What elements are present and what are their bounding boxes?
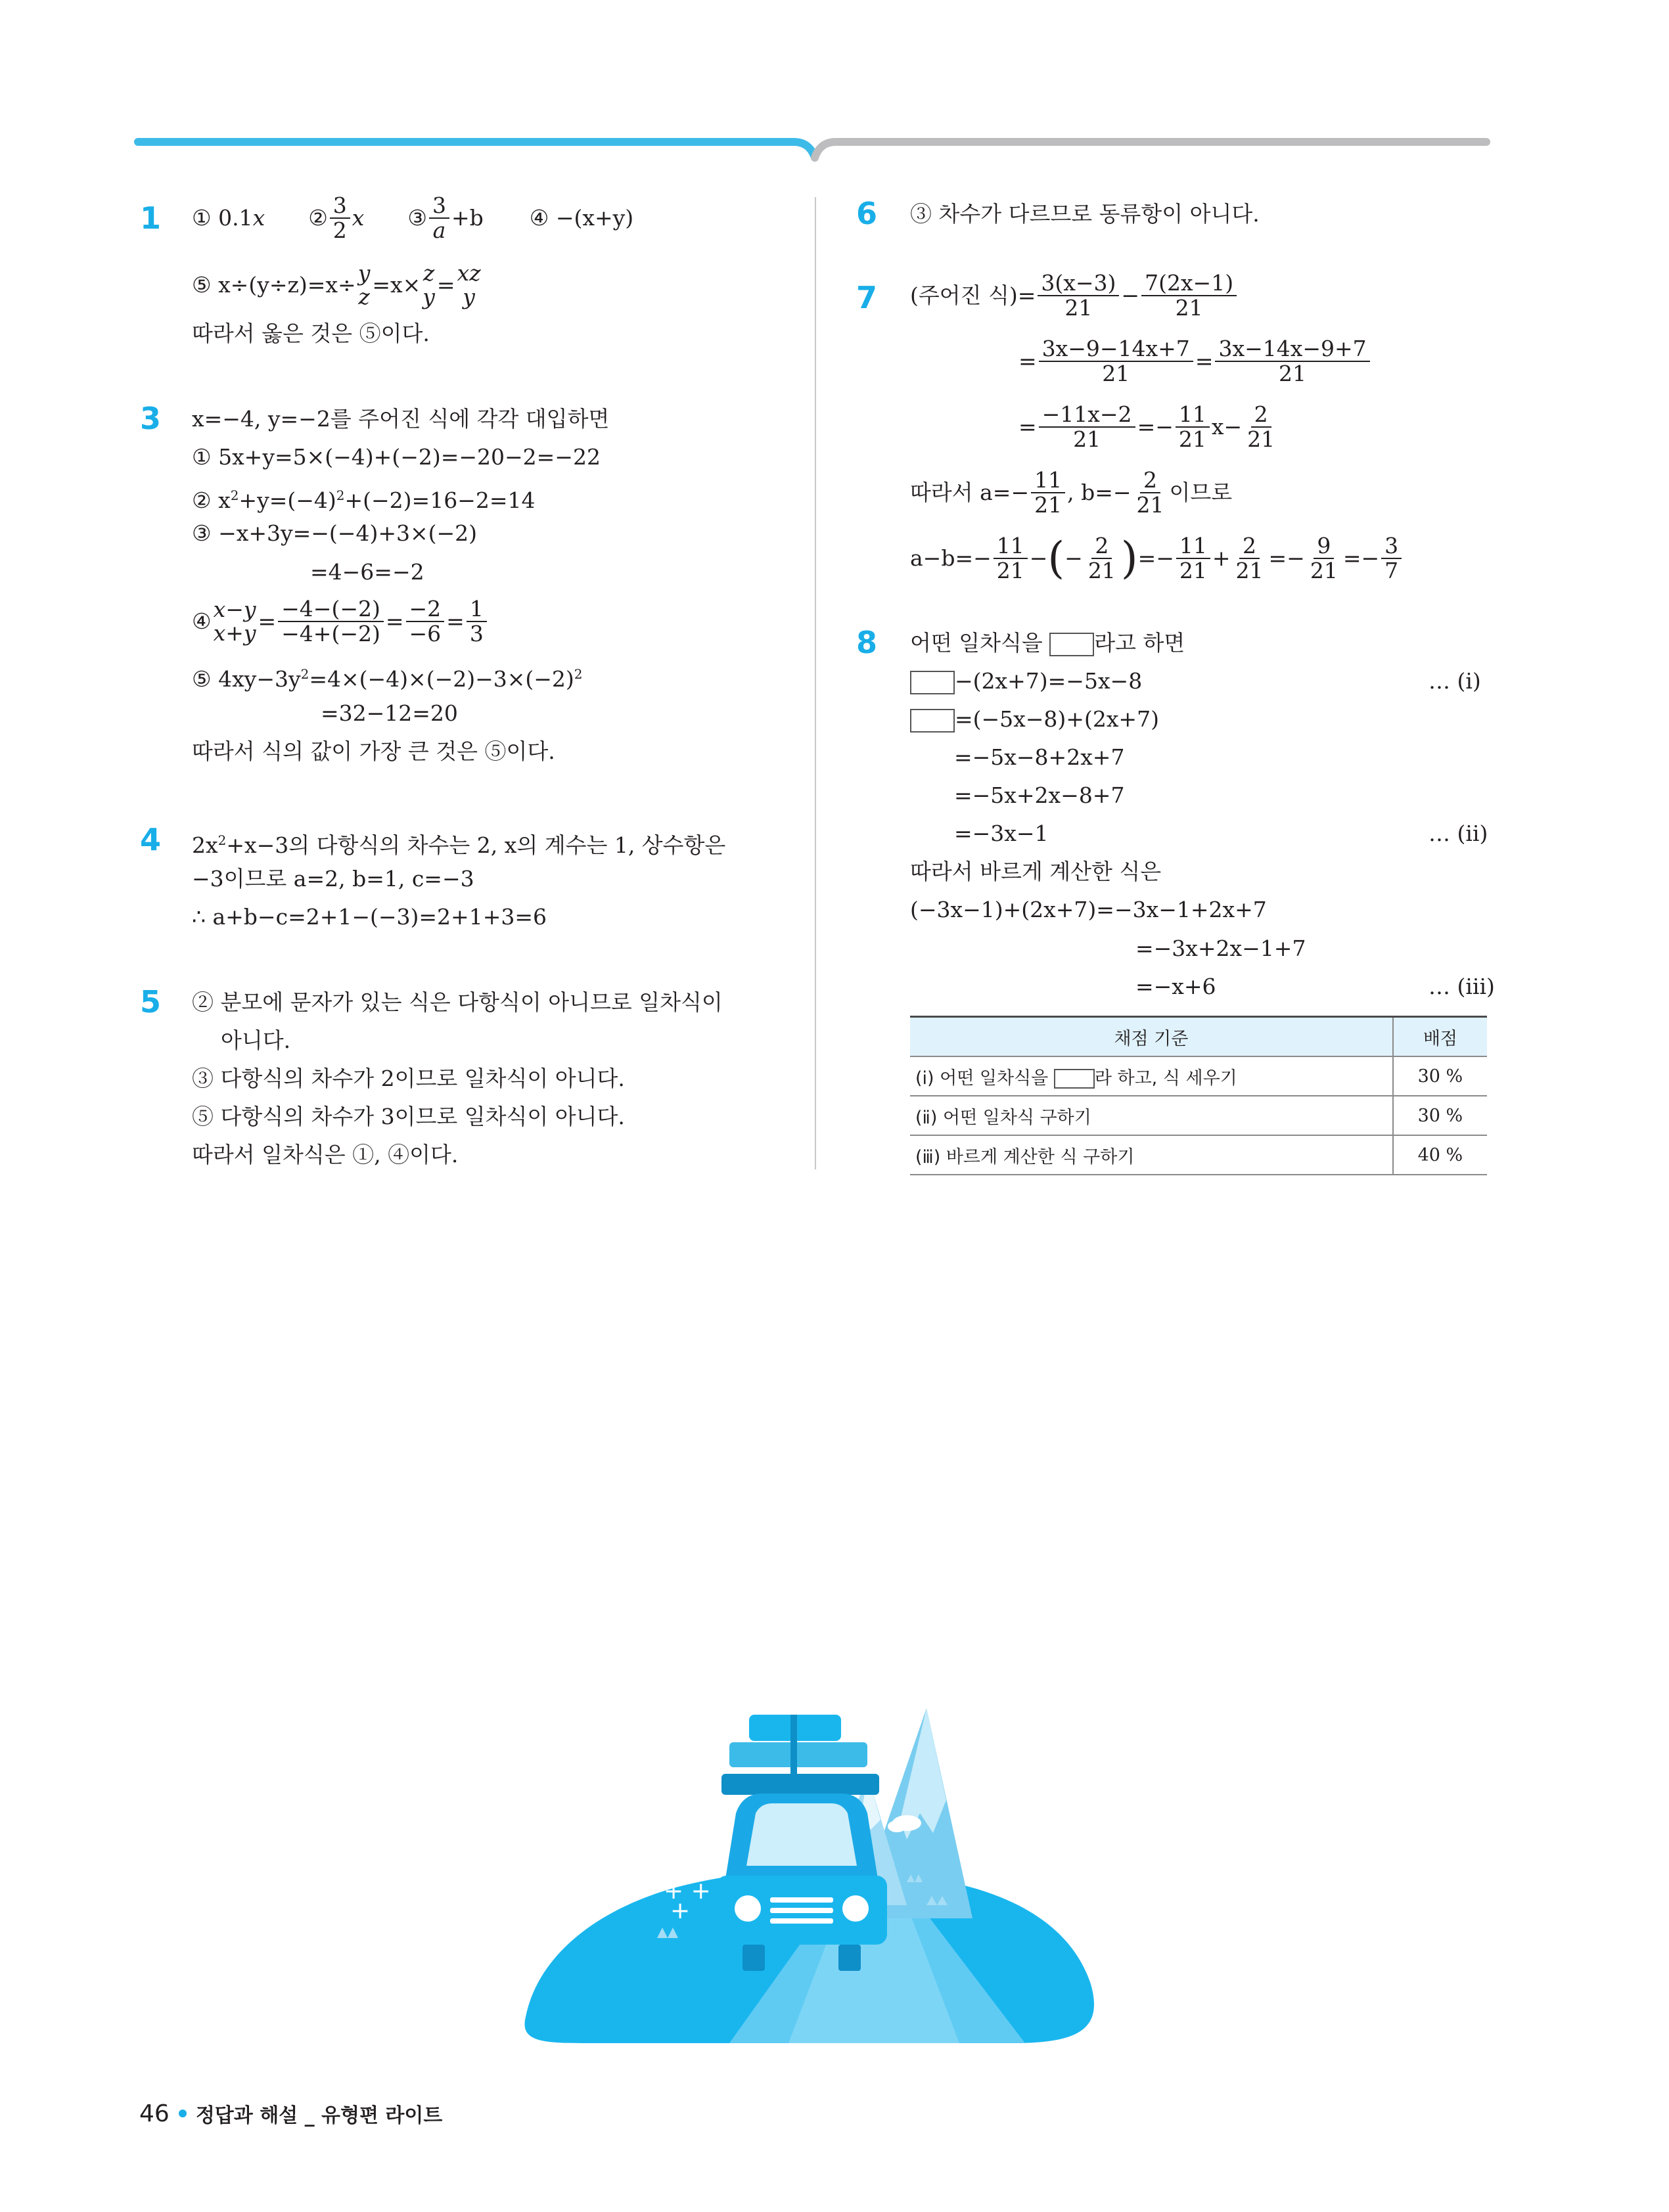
table-row — [910, 1056, 1487, 1096]
table-cell-criteria: (ⅱ) 어떤 일차식 구하기 — [910, 1096, 1393, 1135]
footer-dot-icon — [179, 2110, 187, 2117]
p8-line7: 따라서 바르게 계산한 식은 — [910, 859, 1162, 884]
p8-line1: 어떤 일차식을 라고 하면 — [910, 630, 1185, 656]
p3-line6: ④ x−y x+y = $\frac{-4-(-2)}{-4+(-2)}$ = $\frac{-2}{-6}$ = $\frac{1}{3}$ — [192, 595, 489, 648]
problem-number-6: 6 — [856, 196, 878, 231]
problem-number-1: 1 — [140, 200, 162, 236]
svg-text:+ +: + + — [664, 1878, 711, 1905]
blank-box — [1054, 1069, 1095, 1089]
problem-number-5: 5 — [140, 984, 162, 1020]
p8-line8: (−3x−1)+(2x+7)=−3x−1+2x+7 — [910, 897, 1267, 922]
p3-line8: =32−12=20 — [321, 700, 458, 726]
p3-line9: 따라서 식의 값이 가장 큰 것은 ⑤이다. — [192, 738, 555, 764]
p6-line1: ③ 차수가 다르므로 동류항이 아니다. — [910, 201, 1260, 227]
p8-line3: =(−5x−8)+(2x+7) — [910, 706, 1159, 733]
p4-line3: ∴ a+b−c=2+1−(−3)=2+1+3=6 — [192, 904, 547, 930]
problem-number-7: 7 — [856, 280, 878, 315]
p5-line4: ⑤ 다항식의 차수가 3이므로 일차식이 아니다. — [192, 1104, 625, 1129]
table-cell-score: 40 % — [1393, 1135, 1487, 1175]
svg-text:+: + — [670, 1897, 691, 1924]
p3-line5: =4−6=−2 — [310, 559, 424, 585]
p1-line1: ① 0.1 x ② $\frac{3}{2}$ x ③ $\frac{3}{a}$ +b ④ −(x+y) — [192, 192, 634, 243]
column-divider — [815, 197, 816, 1169]
page-number: 46 — [139, 2100, 170, 2127]
p5-line3: ③ 다항식의 차수가 2이므로 일차식이 아니다. — [192, 1066, 625, 1091]
p7-line1: (주어진 식)= $\frac{3(x-3)}{21}$ − $\frac{7(2x-1)}{21}$ — [910, 269, 1239, 322]
p8-line6: =−3x−1 — [954, 821, 1049, 846]
footer — [139, 2099, 442, 2128]
p7-line3: = $\frac{-11x-2}{21}$ =− $\frac{11}{21}$ x− $\frac{2}{21}$ — [1018, 401, 1275, 452]
blank-box — [910, 709, 955, 733]
p8-line10: =−x+6 — [1135, 974, 1216, 999]
p8-marker-iii: … (ⅲ) — [1429, 974, 1495, 999]
table-cell-criteria: (ⅰ) 어떤 일차식을 라 하고, 식 세우기 — [910, 1056, 1393, 1096]
p8-line5: =−5x+2x−8+7 — [954, 782, 1125, 808]
p8-line4: =−5x−8+2x+7 — [954, 744, 1125, 770]
p7-line4: 따라서 a=− $\frac{11}{21}$ , b=− $\frac{2}{21}$ 이므로 — [910, 466, 1233, 518]
p1-line2: ⑤ x÷(y÷z)=x÷ y z =x× z y = xz y — [192, 260, 481, 309]
table-header-row — [910, 1017, 1487, 1057]
p4-line1: $2x^2+x-3$의 다항식의 차수는 2, x의 계수는 1, 상수항은 — [192, 832, 726, 858]
table-header-criteria: 채점 기준 — [910, 1017, 1393, 1057]
p4-line2: −3이므로 a=2, b=1, c=−3 — [192, 866, 474, 892]
p3-line1: x=−4, y=−2를 주어진 식에 각각 대입하면 — [192, 406, 610, 432]
table-row — [910, 1096, 1487, 1135]
p5-line2: 아니다. — [221, 1027, 291, 1053]
p3-line4: ③ −x+3y=−(−4)+3×(−2) — [192, 520, 478, 546]
p7-line2: = $\frac{3x-9-14x+7}{21}$ = $\frac{3x-14x-9+7}{21}$ — [1018, 335, 1372, 388]
table-row — [910, 1135, 1487, 1175]
problem-number-8: 8 — [856, 625, 878, 660]
p8-marker-ii: … (ⅱ) — [1429, 821, 1488, 846]
car-mountain-illustration — [513, 1688, 1104, 2056]
table-cell-score: 30 % — [1393, 1096, 1487, 1135]
scoring-table — [910, 1016, 1487, 1175]
p3-line3: ② $x^2+y=(-4)^2+(-2)=16-2=14$ — [192, 487, 536, 513]
p3-line2: ① 5x+y=5×(−4)+(−2)=−20−2=−22 — [192, 444, 601, 470]
p5-line5: 따라서 일차식은 ①, ④이다. — [192, 1142, 459, 1167]
p7-line5: a−b=− $\frac{11}{21}$ − ( − $\frac{2}{21}$ ) =− $\frac{11}{21}$ + $\frac{2}{21}$ =− $\frac{9}{21}$ =− $\frac{3}{7}$ — [910, 529, 1404, 588]
p8-marker-i: … (ⅰ) — [1429, 668, 1481, 694]
p8-line2: −(2x+7)=−5x−8 — [910, 668, 1142, 694]
table-cell-score: 30 % — [1393, 1056, 1487, 1096]
p8-line9: =−3x+2x−1+7 — [1135, 936, 1306, 961]
p3-line7: ⑤ $4xy-3y^2=4\times(-4)\times(-2)-3\times(-2)^2$ — [192, 666, 583, 692]
p5-line1: ② 분모에 문자가 있는 식은 다항식이 아니므로 일차식이 — [192, 989, 723, 1015]
blank-box — [1049, 633, 1094, 656]
problem-number-4: 4 — [140, 822, 162, 857]
p1-line3: 따라서 옳은 것은 ⑤이다. — [192, 321, 430, 346]
blank-box — [910, 671, 955, 694]
problem-number-3: 3 — [140, 401, 162, 436]
footer-title: 정답과 해설 _ 유형편 라이트 — [195, 2104, 443, 2127]
header-bar — [0, 0, 1669, 171]
table-cell-criteria: (ⅲ) 바르게 계산한 식 구하기 — [910, 1135, 1393, 1175]
table-header-score: 배점 — [1393, 1017, 1487, 1057]
